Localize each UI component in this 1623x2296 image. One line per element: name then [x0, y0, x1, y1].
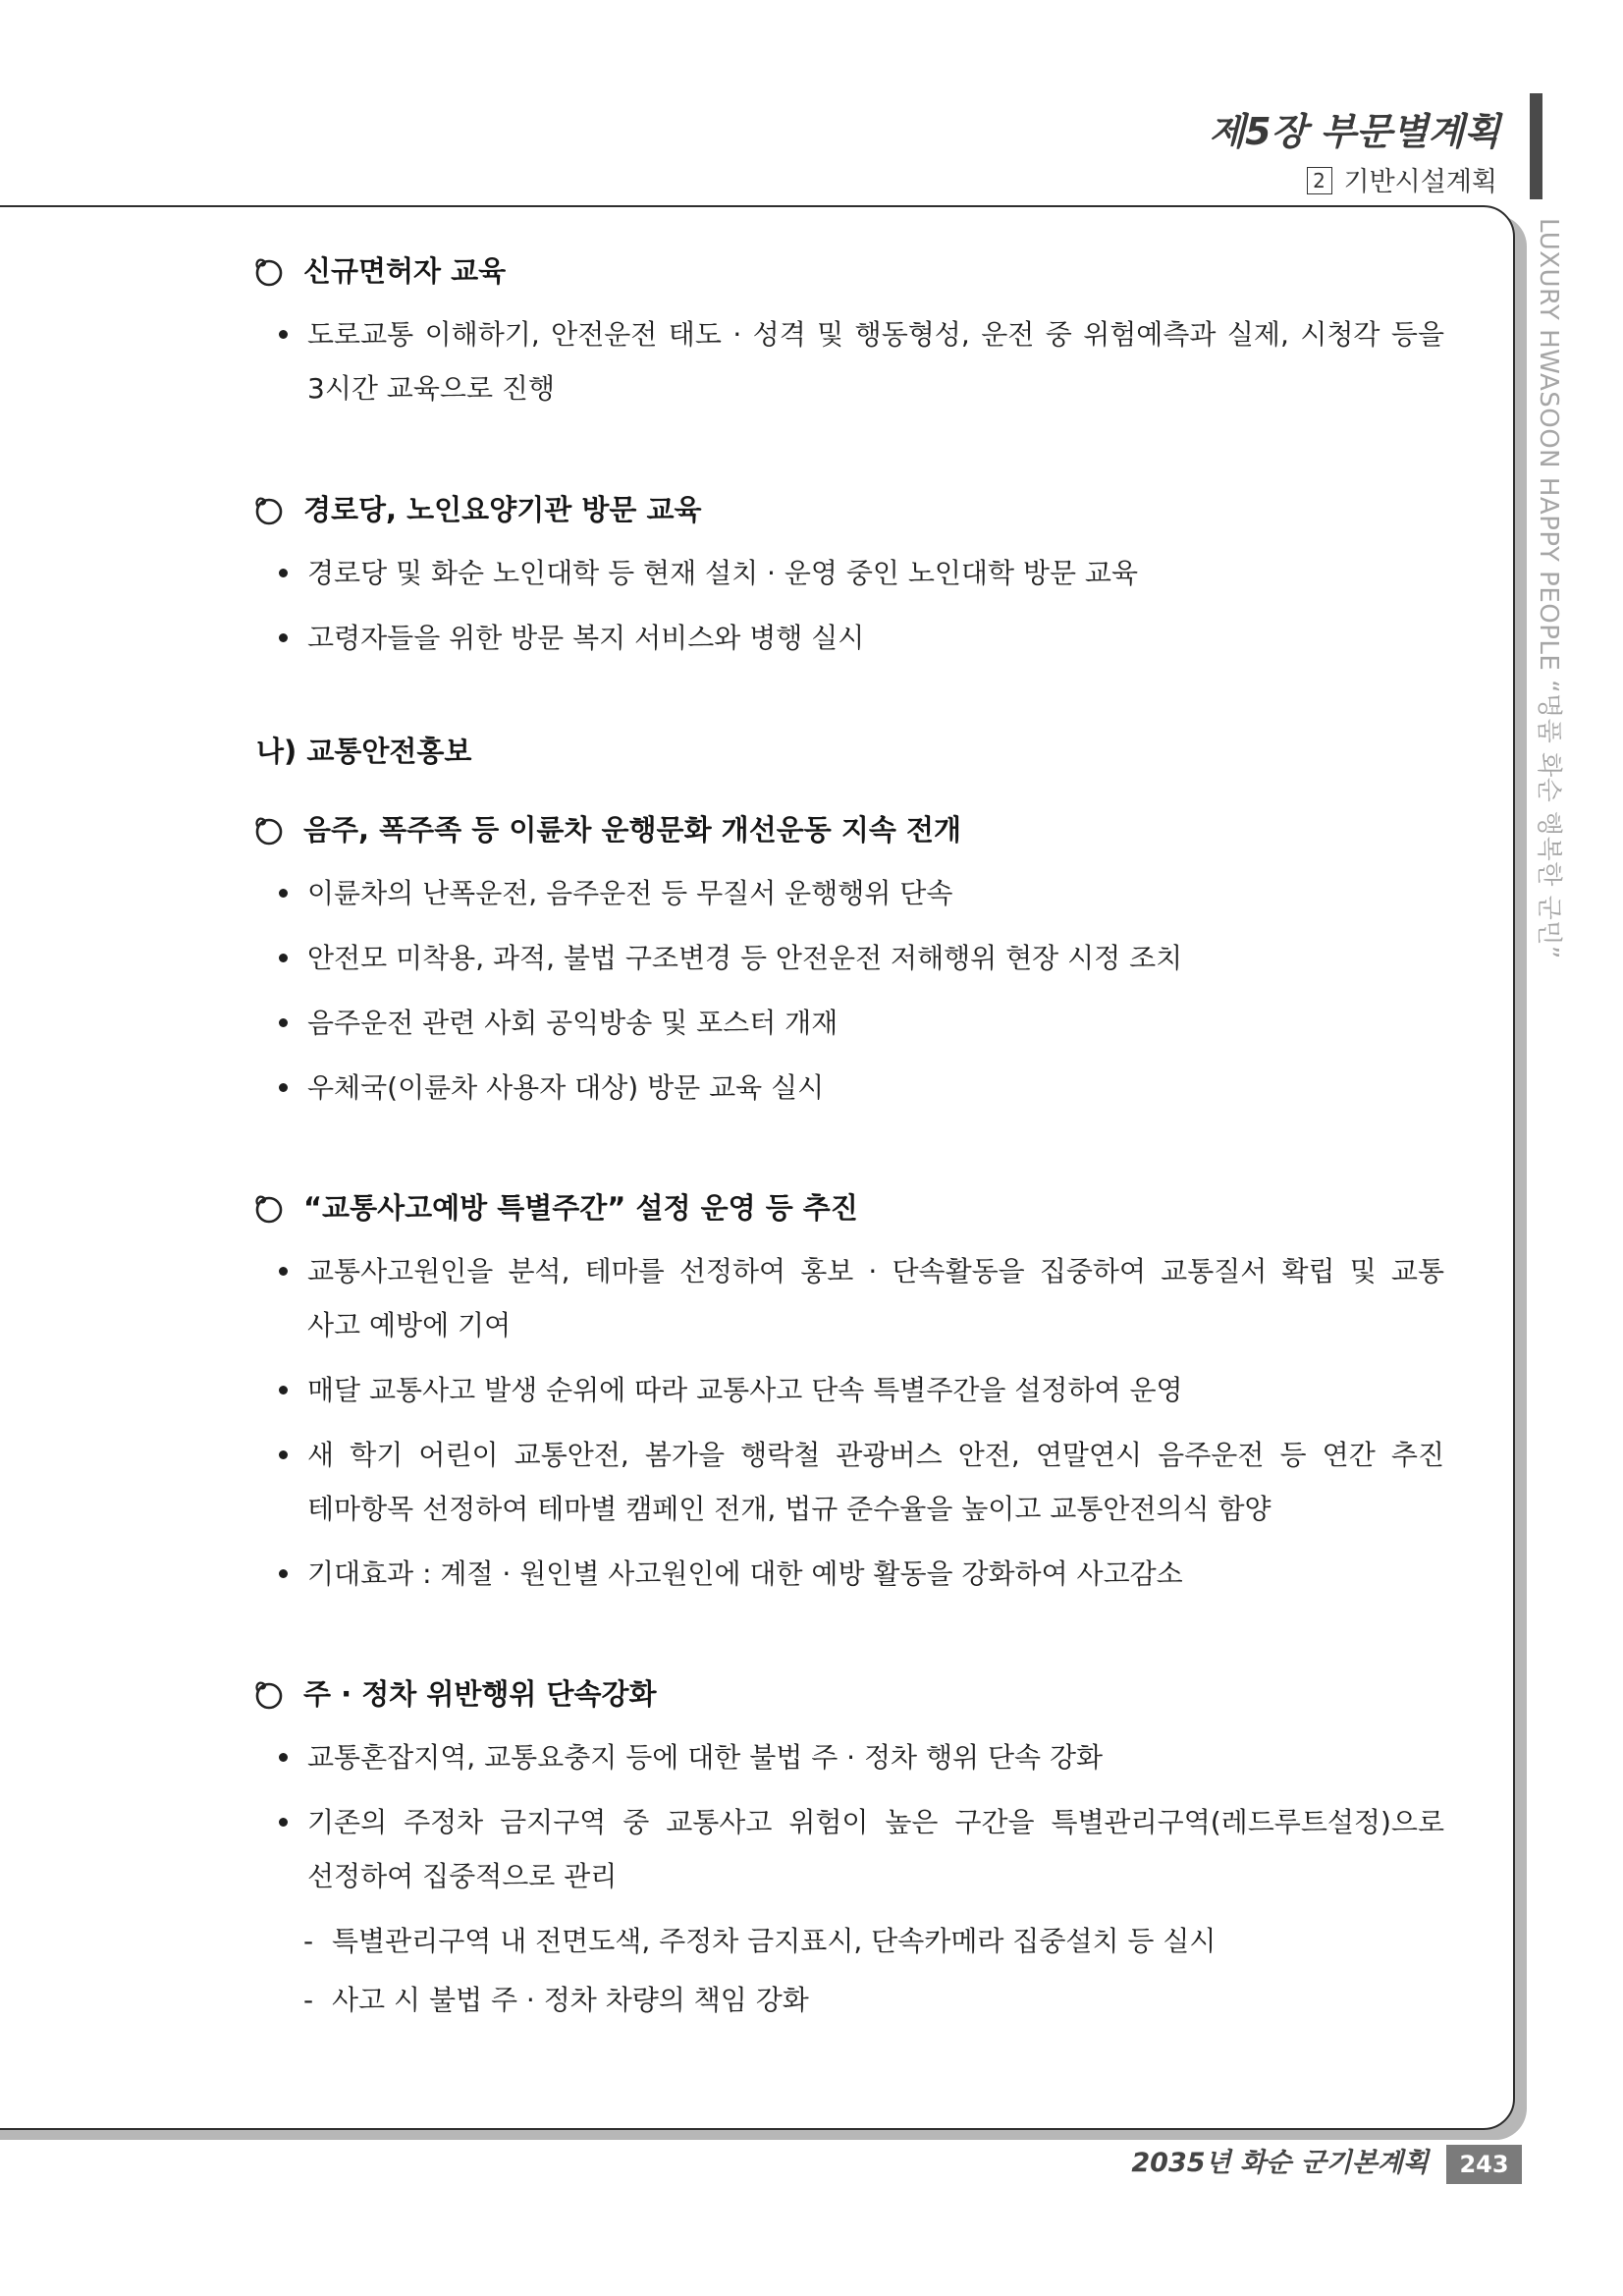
- section-heading: [251, 1188, 1444, 1228]
- ring-icon: [251, 493, 285, 526]
- bullet-item: [251, 996, 1444, 1050]
- bullet-dot-icon: [279, 1450, 288, 1459]
- section-heading: [251, 810, 1444, 849]
- bullet-dot-icon: [279, 1753, 288, 1762]
- section-heading-text: 경로당, 노인요양기관 방문 교육: [303, 493, 702, 526]
- bullet-item: [251, 611, 1444, 665]
- bullet-line: 매달 교통사고 발생 순위에 따라 교통사고 단속 특별주간을 설정하여 운영: [307, 1374, 1183, 1406]
- bullet-line: 이륜차의 난폭운전, 음주운전 등 무질서 운행행위 단속: [307, 877, 953, 909]
- subheading-traffic-safety-promotion: 나) 교통안전홍보: [256, 735, 472, 768]
- dash-marker: -: [303, 1925, 314, 1957]
- section-senior-visit-education: [251, 490, 1444, 676]
- bullet-item: [251, 1244, 1444, 1352]
- bullet-item: [251, 866, 1444, 920]
- bullet-dot-icon: [279, 954, 288, 962]
- bullet-item: [251, 1363, 1444, 1417]
- bullet-dot-icon: [279, 569, 288, 577]
- bullet-line: 음주운전 관련 사회 공익방송 및 포스터 개재: [307, 1007, 839, 1039]
- bullet-dot-icon: [279, 633, 288, 642]
- section-heading-text: 신규면허자 교육: [303, 254, 507, 288]
- bullet-item: [251, 546, 1444, 600]
- ring-icon: [251, 813, 285, 847]
- section-number-box: 2: [1307, 167, 1332, 194]
- bullet-item: [251, 931, 1444, 985]
- bullet-line: 교통사고원인을 분석, 테마를 선정하여 홍보 · 단속활동을 집중하여 교통질서 확립 및 교통: [307, 1255, 1444, 1287]
- ring-icon: [251, 1191, 285, 1225]
- sub-item: [251, 1914, 1444, 1968]
- bullet-line: 경로당 및 화순 노인대학 등 현재 설치 · 운영 중인 노인대학 방문 교육: [307, 557, 1139, 589]
- side-slogan: LUXURY HWASOON HAPPY PEOPLE “명품 화순 행복한 군민”: [1534, 218, 1563, 959]
- section-parking-violation-enforcement: [251, 1674, 1444, 2032]
- sub-item: [251, 1973, 1444, 2027]
- section-heading-text: 음주, 폭주족 등 이륜차 운행문화 개선운동 지속 전개: [303, 813, 961, 847]
- header-accent-bar: [1530, 93, 1542, 199]
- bullet-line: 기존의 주정차 금지구역 중 교통사고 위험이 높은 구간을 특별관리구역(레드루트설정)으로: [307, 1806, 1444, 1838]
- bullet-dot-icon: [279, 1018, 288, 1027]
- ring-icon: [251, 254, 285, 288]
- section-title: 기반시설계획: [1343, 167, 1497, 197]
- bullet-line: 기대효과 : 계절 · 원인별 사고원인에 대한 예방 활동을 강화하여 사고감소: [307, 1558, 1183, 1590]
- section-accident-prevention-week: [251, 1188, 1444, 1612]
- bullet-dot-icon: [279, 1818, 288, 1827]
- bullet-item: [251, 1730, 1444, 1784]
- ring-icon: [251, 1677, 285, 1711]
- section-heading-text: “교통사고예방 특별주간” 설정 운영 등 추진: [303, 1191, 858, 1225]
- bullet-dot-icon: [279, 1569, 288, 1578]
- bullet-line: 3시간 교육으로 진행: [307, 372, 556, 405]
- section-heading: [251, 1674, 1444, 1714]
- section-subtitle: [1307, 165, 1498, 200]
- bullet-line: 테마항목 선정하여 테마별 캠페인 전개, 법규 준수율을 높이고 교통안전의식 함양: [307, 1493, 1271, 1525]
- bullet-line: 새 학기 어린이 교통안전, 봄가을 행락철 관광버스 안전, 연말연시 음주운전 등 연간 추진: [307, 1439, 1444, 1471]
- bullet-line: 도로교통 이해하기, 안전운전 태도 · 성격 및 행동형성, 운전 중 위험예측과 실제, 시청각 등을: [307, 318, 1444, 351]
- bullet-dot-icon: [279, 1083, 288, 1092]
- bullet-dot-icon: [279, 330, 288, 339]
- footer-plan-title: 2035년 화순 군기본계획: [1131, 2148, 1429, 2178]
- section-heading-text: 주 · 정차 위반행위 단속강화: [303, 1677, 657, 1711]
- sub-item-line: 사고 시 불법 주 · 정차 차량의 책임 강화: [332, 1984, 809, 2016]
- dash-marker: -: [303, 1984, 314, 2016]
- section-heading: [251, 251, 1444, 291]
- chapter-title: 제5장 부문별계획: [1209, 110, 1500, 153]
- bullet-line: 사고 예방에 기여: [307, 1309, 512, 1341]
- section-heading: [251, 490, 1444, 529]
- bullet-dot-icon: [279, 1267, 288, 1276]
- page-number: 243: [1446, 2145, 1522, 2184]
- bullet-item: [251, 1061, 1444, 1115]
- bullet-item: [251, 1795, 1444, 1903]
- bullet-item: [251, 307, 1444, 415]
- bullet-dot-icon: [279, 1386, 288, 1394]
- bullet-line: 고령자들을 위한 방문 복지 서비스와 병행 실시: [307, 622, 865, 654]
- bullet-line: 우체국(이륜차 사용자 대상) 방문 교육 실시: [307, 1071, 825, 1104]
- sub-item-line: 특별관리구역 내 전면도색, 주정차 금지표시, 단속카메라 집중설치 등 실시: [332, 1925, 1217, 1957]
- section-new-license-education: [251, 251, 1444, 426]
- bullet-item: [251, 1547, 1444, 1601]
- section-motorcycle-culture-campaign: [251, 810, 1444, 1125]
- bullet-dot-icon: [279, 889, 288, 898]
- bullet-line: 선정하여 집중적으로 관리: [307, 1860, 618, 1892]
- bullet-line: 안전모 미착용, 과적, 불법 구조변경 등 안전운전 저해행위 현장 시정 조치: [307, 942, 1183, 974]
- bullet-line: 교통혼잡지역, 교통요충지 등에 대한 불법 주 · 정차 행위 단속 강화: [307, 1741, 1104, 1774]
- bullet-item: [251, 1428, 1444, 1536]
